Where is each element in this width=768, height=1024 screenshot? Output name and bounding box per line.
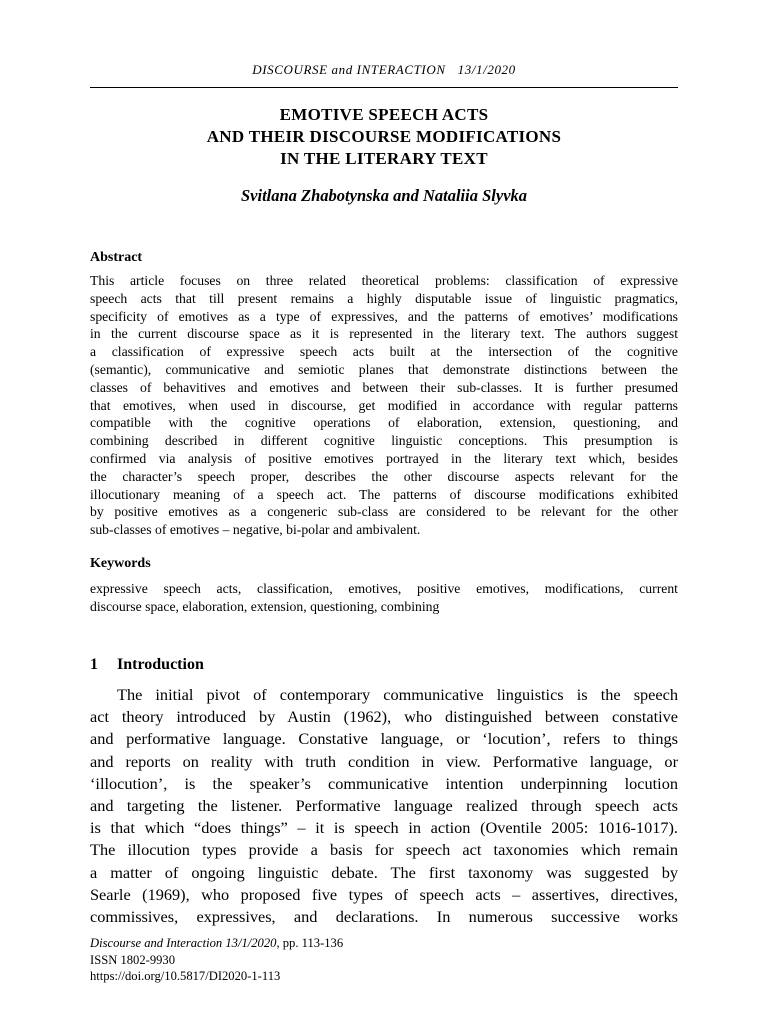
- footer-issn: ISSN 1802-9930: [90, 952, 176, 967]
- abstract-line: that emotives, when used in discourse, get modified in accordance with regular patterns: [90, 397, 678, 413]
- keywords-line: expressive speech acts, classification, emotives, positive emotives, modifications, current: [90, 581, 678, 596]
- section-heading: [90, 656, 204, 674]
- body-line: The illocution types provide a basis for speech act taxonomies which remain: [90, 840, 678, 860]
- abstract-text: [90, 272, 678, 539]
- keywords-line: discourse space, elaboration, extension, questioning, combining: [90, 598, 440, 614]
- keywords-heading: Keywords: [90, 556, 151, 571]
- abstract-line: speech acts that till present remains a highly disputable issue of linguistic pragmatics,: [90, 290, 678, 306]
- footer-issue: 13/1/2020: [225, 936, 277, 950]
- body-line: commissives, expressives, and declarations. In numerous successive works: [90, 907, 678, 927]
- abstract-heading: Abstract: [90, 250, 143, 265]
- running-head-issue: 13/1/2020: [457, 62, 516, 77]
- body-line: and performative language. Constative language, or ‘locution’, refers to things: [90, 729, 678, 749]
- body-line: ‘illocution’, is the speaker’s communicative intention underpinning locution: [90, 773, 678, 793]
- title-line: IN THE LITERARY TEXT: [280, 149, 488, 168]
- abstract-line: combining described in different cognitive linguistic conceptions. This presumption is: [90, 433, 678, 449]
- body-line: a matter of ongoing linguistic debate. The first taxonomy was suggested by: [90, 862, 678, 882]
- keywords-text: [90, 580, 678, 616]
- body-line: The initial pivot of contemporary communicative linguistics is the speech: [117, 685, 678, 704]
- header-rule: [90, 87, 678, 88]
- body-line: Searle (1969), who proposed five types of speech acts – assertives, directives,: [90, 884, 678, 904]
- abstract-line: in the current discourse space as it is represented in the literary text. The authors suggest: [90, 326, 678, 342]
- body-line: act theory introduced by Austin (1962), who distinguished between constative: [90, 707, 678, 727]
- page-footer: [90, 935, 343, 985]
- introduction-paragraph: [90, 684, 678, 928]
- abstract-line: the character’s speech proper, describes the other discourse aspects relevant for the: [90, 468, 678, 484]
- abstract-line: illocutionary meaning of a speech act. The patterns of discourse modifications exhibited: [90, 486, 678, 502]
- running-head: [90, 62, 678, 78]
- footer-doi-link[interactable]: https://doi.org/10.5817/DI2020-1-113: [90, 969, 281, 983]
- abstract-line: confirmed via analysis of positive emotives portrayed in the literary text which, besides: [90, 450, 678, 466]
- body-line: is that which “does things” – it is speech in action (Oventile 2005: 1016-1017).: [90, 818, 678, 838]
- footer-journal: Discourse and Interaction: [90, 936, 223, 950]
- abstract-line: sub-classes of emotives – negative, bi-polar and ambivalent.: [90, 522, 421, 538]
- authors: Svitlana Zhabotynska and Nataliia Slyvka: [240, 186, 528, 205]
- abstract-line: by positive emotives as a congeneric sub-class are considered to be relevant for the other: [90, 504, 678, 520]
- body-line: and targeting the listener. Performative language realized through speech acts: [90, 796, 678, 816]
- title-line: EMOTIVE SPEECH ACTS: [279, 105, 489, 124]
- section-number: 1: [90, 656, 98, 673]
- article-title: [90, 104, 678, 170]
- running-head-journal: DISCOURSE and INTERACTION: [252, 62, 446, 77]
- abstract-line: a classification of expressive speech acts built at the intersection of the cognitive: [90, 344, 678, 360]
- abstract-line: classes of behavitives and emotives and between their sub-classes. It is further presumed: [90, 379, 678, 395]
- section-title: Introduction: [117, 656, 204, 673]
- abstract-line: compatible with the cognitive operations of elaboration, extension, questioning, and: [90, 415, 678, 431]
- abstract-line: (semantic), communicative and semiotic planes that demonstrate distinctions between the: [90, 361, 678, 377]
- footer-pages: , pp. 113-136: [276, 936, 344, 950]
- body-line: and reports on reality with truth condition in view. Performative language, or: [90, 751, 678, 771]
- title-line: AND THEIR DISCOURSE MODIFICATIONS: [206, 127, 562, 146]
- abstract-line: specificity of emotives as a type of expressives, and the patterns of emotives’ modifications: [90, 308, 678, 324]
- abstract-line: This article focuses on three related theoretical problems: classification of expressive: [90, 273, 678, 288]
- footer-citation: [90, 935, 343, 952]
